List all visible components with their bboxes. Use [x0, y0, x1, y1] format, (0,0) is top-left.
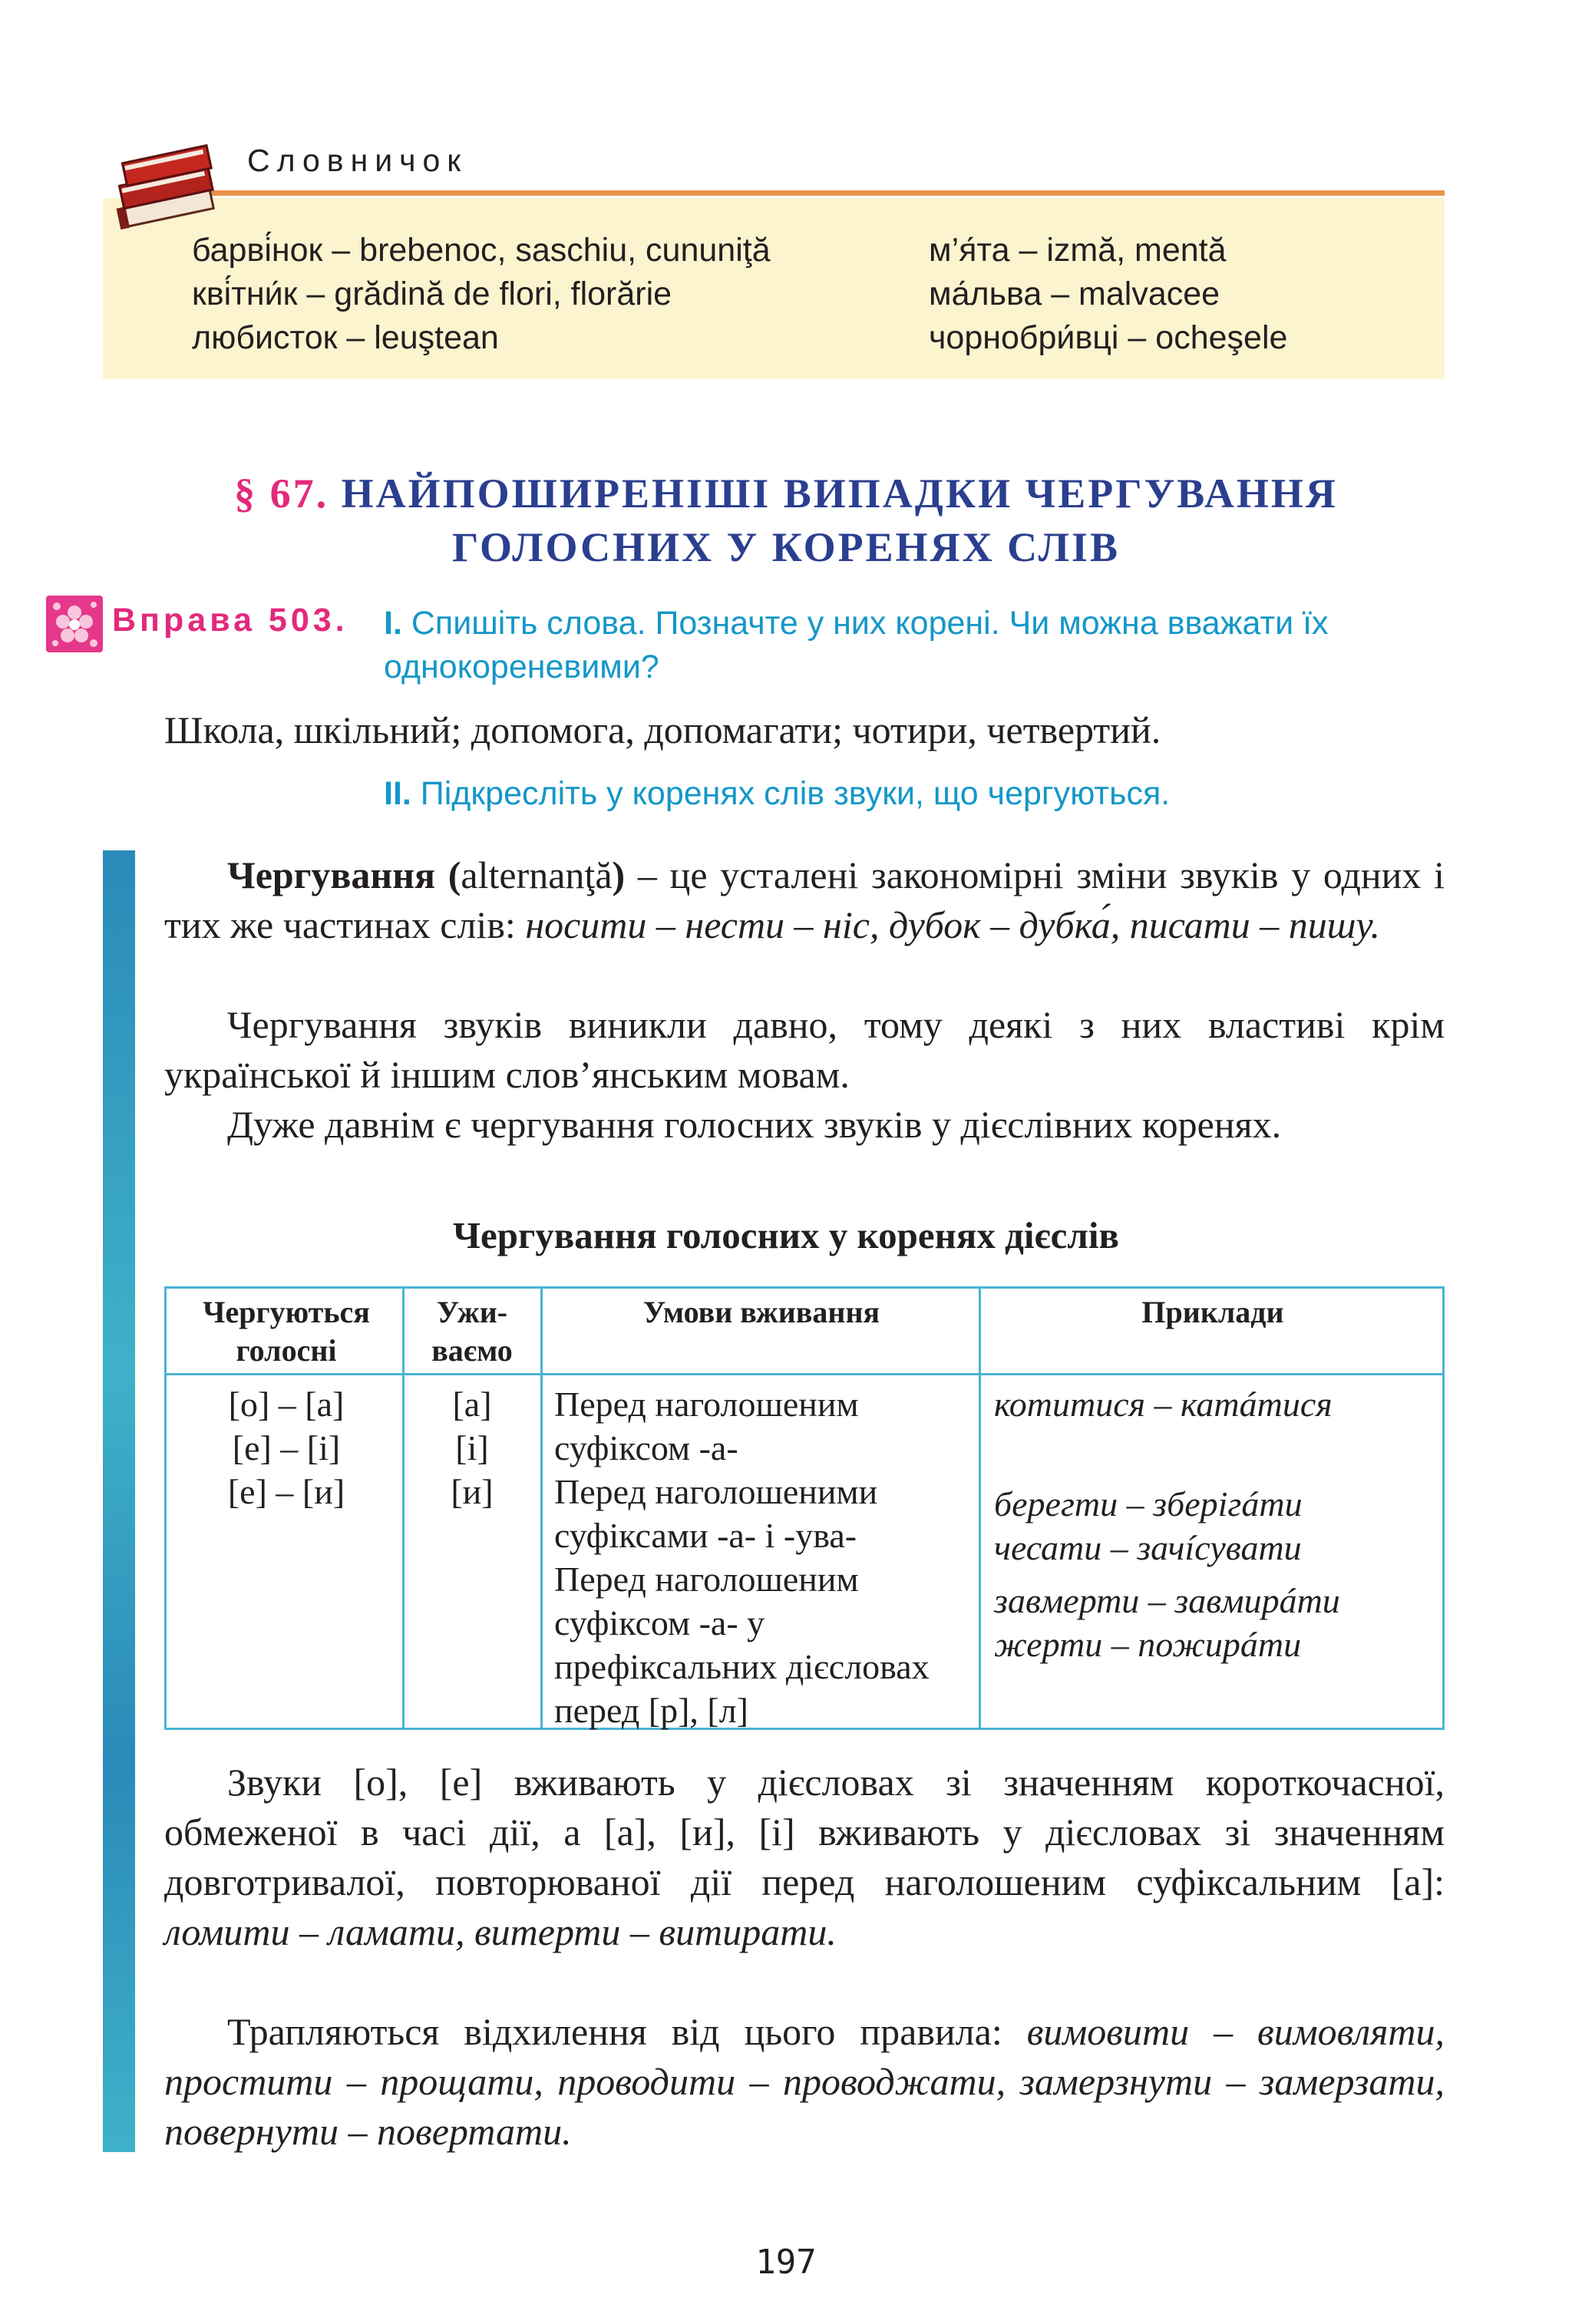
glossary-left-column — [192, 229, 771, 360]
section-number: § 67. — [234, 470, 329, 517]
used-vowels-cell — [411, 1382, 533, 1514]
glossary-title: Словничок — [247, 143, 468, 178]
table-column-divider — [402, 1289, 405, 1728]
glossary-entry: ма́льва – malvacee — [929, 276, 1220, 312]
term: Чергування — [227, 853, 436, 896]
task-1-numeral: І. — [384, 605, 402, 642]
table-header: Приклади — [1141, 1295, 1284, 1329]
example: жерти – пожирáти — [994, 1625, 1302, 1664]
books-icon — [100, 129, 230, 240]
exercise-task-2 — [384, 775, 1170, 813]
used-vowel: [і] — [455, 1428, 489, 1467]
condition: Перед наголошеними суфіксами -а- і -ува- — [554, 1472, 878, 1555]
conditions-cell — [554, 1382, 976, 1732]
theory-paragraph-3: Дуже давнім є чергування голосних звуків у дієслівних коренях. — [227, 1103, 1282, 1146]
alternation-table — [164, 1286, 1445, 1730]
table-header: Чергуються голосні — [203, 1295, 370, 1368]
alternation: [е] – [і] — [232, 1428, 341, 1467]
glossary-right-column — [929, 229, 1287, 360]
used-vowel: [а] — [452, 1385, 492, 1424]
condition: Перед наголошеним суфіксом -а- — [554, 1385, 859, 1467]
exercise-task-1 — [384, 602, 1451, 689]
theory-paragraph-4: Звуки [о], [е] вживають у дієсловах зі значенням короткочасної, обмеженої в часі дії, а [а], [и], [і] вживають у дієсловах зі значенням довготривалої, повторюваної дії перед наголошеним суфіксальним [а]: ломити – ламати, витерти – витирати. — [164, 1761, 1445, 1953]
glossary-entry: м’я́та – izmă, mentă — [929, 232, 1227, 269]
table-column-divider — [540, 1289, 543, 1728]
example: берегти – зберігáти — [994, 1484, 1303, 1523]
examples: ломити – ламати, витерти – витирати. — [164, 1910, 837, 1953]
glossary-divider — [146, 190, 1445, 196]
alternations-cell — [173, 1382, 400, 1514]
alternation: [е] – [и] — [227, 1472, 345, 1511]
condition: Перед наголошеним суфіксом -а- у префіксальних дієсловах перед [р], [л] — [554, 1560, 930, 1730]
theory-paragraph-5: Трапляються відхилення від цього правила: вимовити – вимовляти, простити – прощати, проводити – проводжати, замерзнути – замерзати, повернути – повертати. — [164, 2010, 1445, 2153]
example: котитися – катáтися — [994, 1385, 1333, 1424]
table-header: Умови вживання — [642, 1295, 880, 1329]
exercise-label: Вправа 503. — [112, 602, 348, 639]
used-vowel: [и] — [451, 1472, 494, 1511]
glossary-entry: любисток – leuştean — [192, 319, 499, 356]
theory-side-bar — [103, 850, 135, 2152]
task-2-text: Підкресліть у коренях слів звуки, що чергуються. — [420, 775, 1171, 812]
table-caption: Чергування голосних у коренях дієслів — [453, 1214, 1119, 1256]
theory-paragraph-2: Чергування звуків виникли давно, тому деякі з них властиві крім української й іншим слов’янським мовам. — [164, 1003, 1445, 1096]
table-header: Ужи-ваємо — [431, 1295, 513, 1368]
table-header-divider — [167, 1373, 1442, 1375]
example: завмерти – завмирáти — [994, 1581, 1340, 1620]
section-title-line1: НАЙПОШИРЕНІШІ ВИПАДКИ ЧЕРГУВАННЯ — [341, 470, 1338, 517]
section-title — [0, 470, 1572, 517]
exercise-words: Школа, шкільний; допомога, допомагати; чотири, четвертий. — [164, 708, 1161, 751]
page-number: 197 — [755, 2243, 817, 2282]
term-translation: alternanţă — [461, 853, 613, 896]
theory-paragraph-1: Чергування (alternanţă) – це усталені закономірні зміни звуків у одних і тих же частинах слів: носити – нести – ніс, дубок – дубка́, писати – пишу. — [164, 853, 1445, 946]
task-1-text: Спишіть слова. Позначте у них корені. Чи можна вважати їх однокореневими? — [384, 605, 1329, 685]
table-column-divider — [979, 1289, 981, 1728]
task-2-numeral: ІІ. — [384, 775, 411, 812]
flower-icon — [46, 596, 103, 652]
examples: носити – нести – ніс, дубок – дубка́, писати – пишу. — [525, 903, 1381, 946]
glossary-entry: кві́тни́к – grădină de flori, florărie — [192, 276, 672, 312]
section-title-line2: ГОЛОСНИХ У КОРЕНЯХ СЛІВ — [451, 524, 1121, 570]
glossary-entry: чорнобри́вці – ocheşele — [929, 319, 1288, 356]
examples: вимовити – вимовляти, простити – прощати, проводити – проводжати, замерзнути – замерзати, повернути – повертати. — [164, 2010, 1445, 2153]
glossary-entry: барві́нок – brebenoc, saschiu, cununiţă — [192, 232, 771, 269]
example: чесати – зачíсувати — [994, 1528, 1302, 1567]
alternation: [о] – [а] — [228, 1385, 345, 1424]
